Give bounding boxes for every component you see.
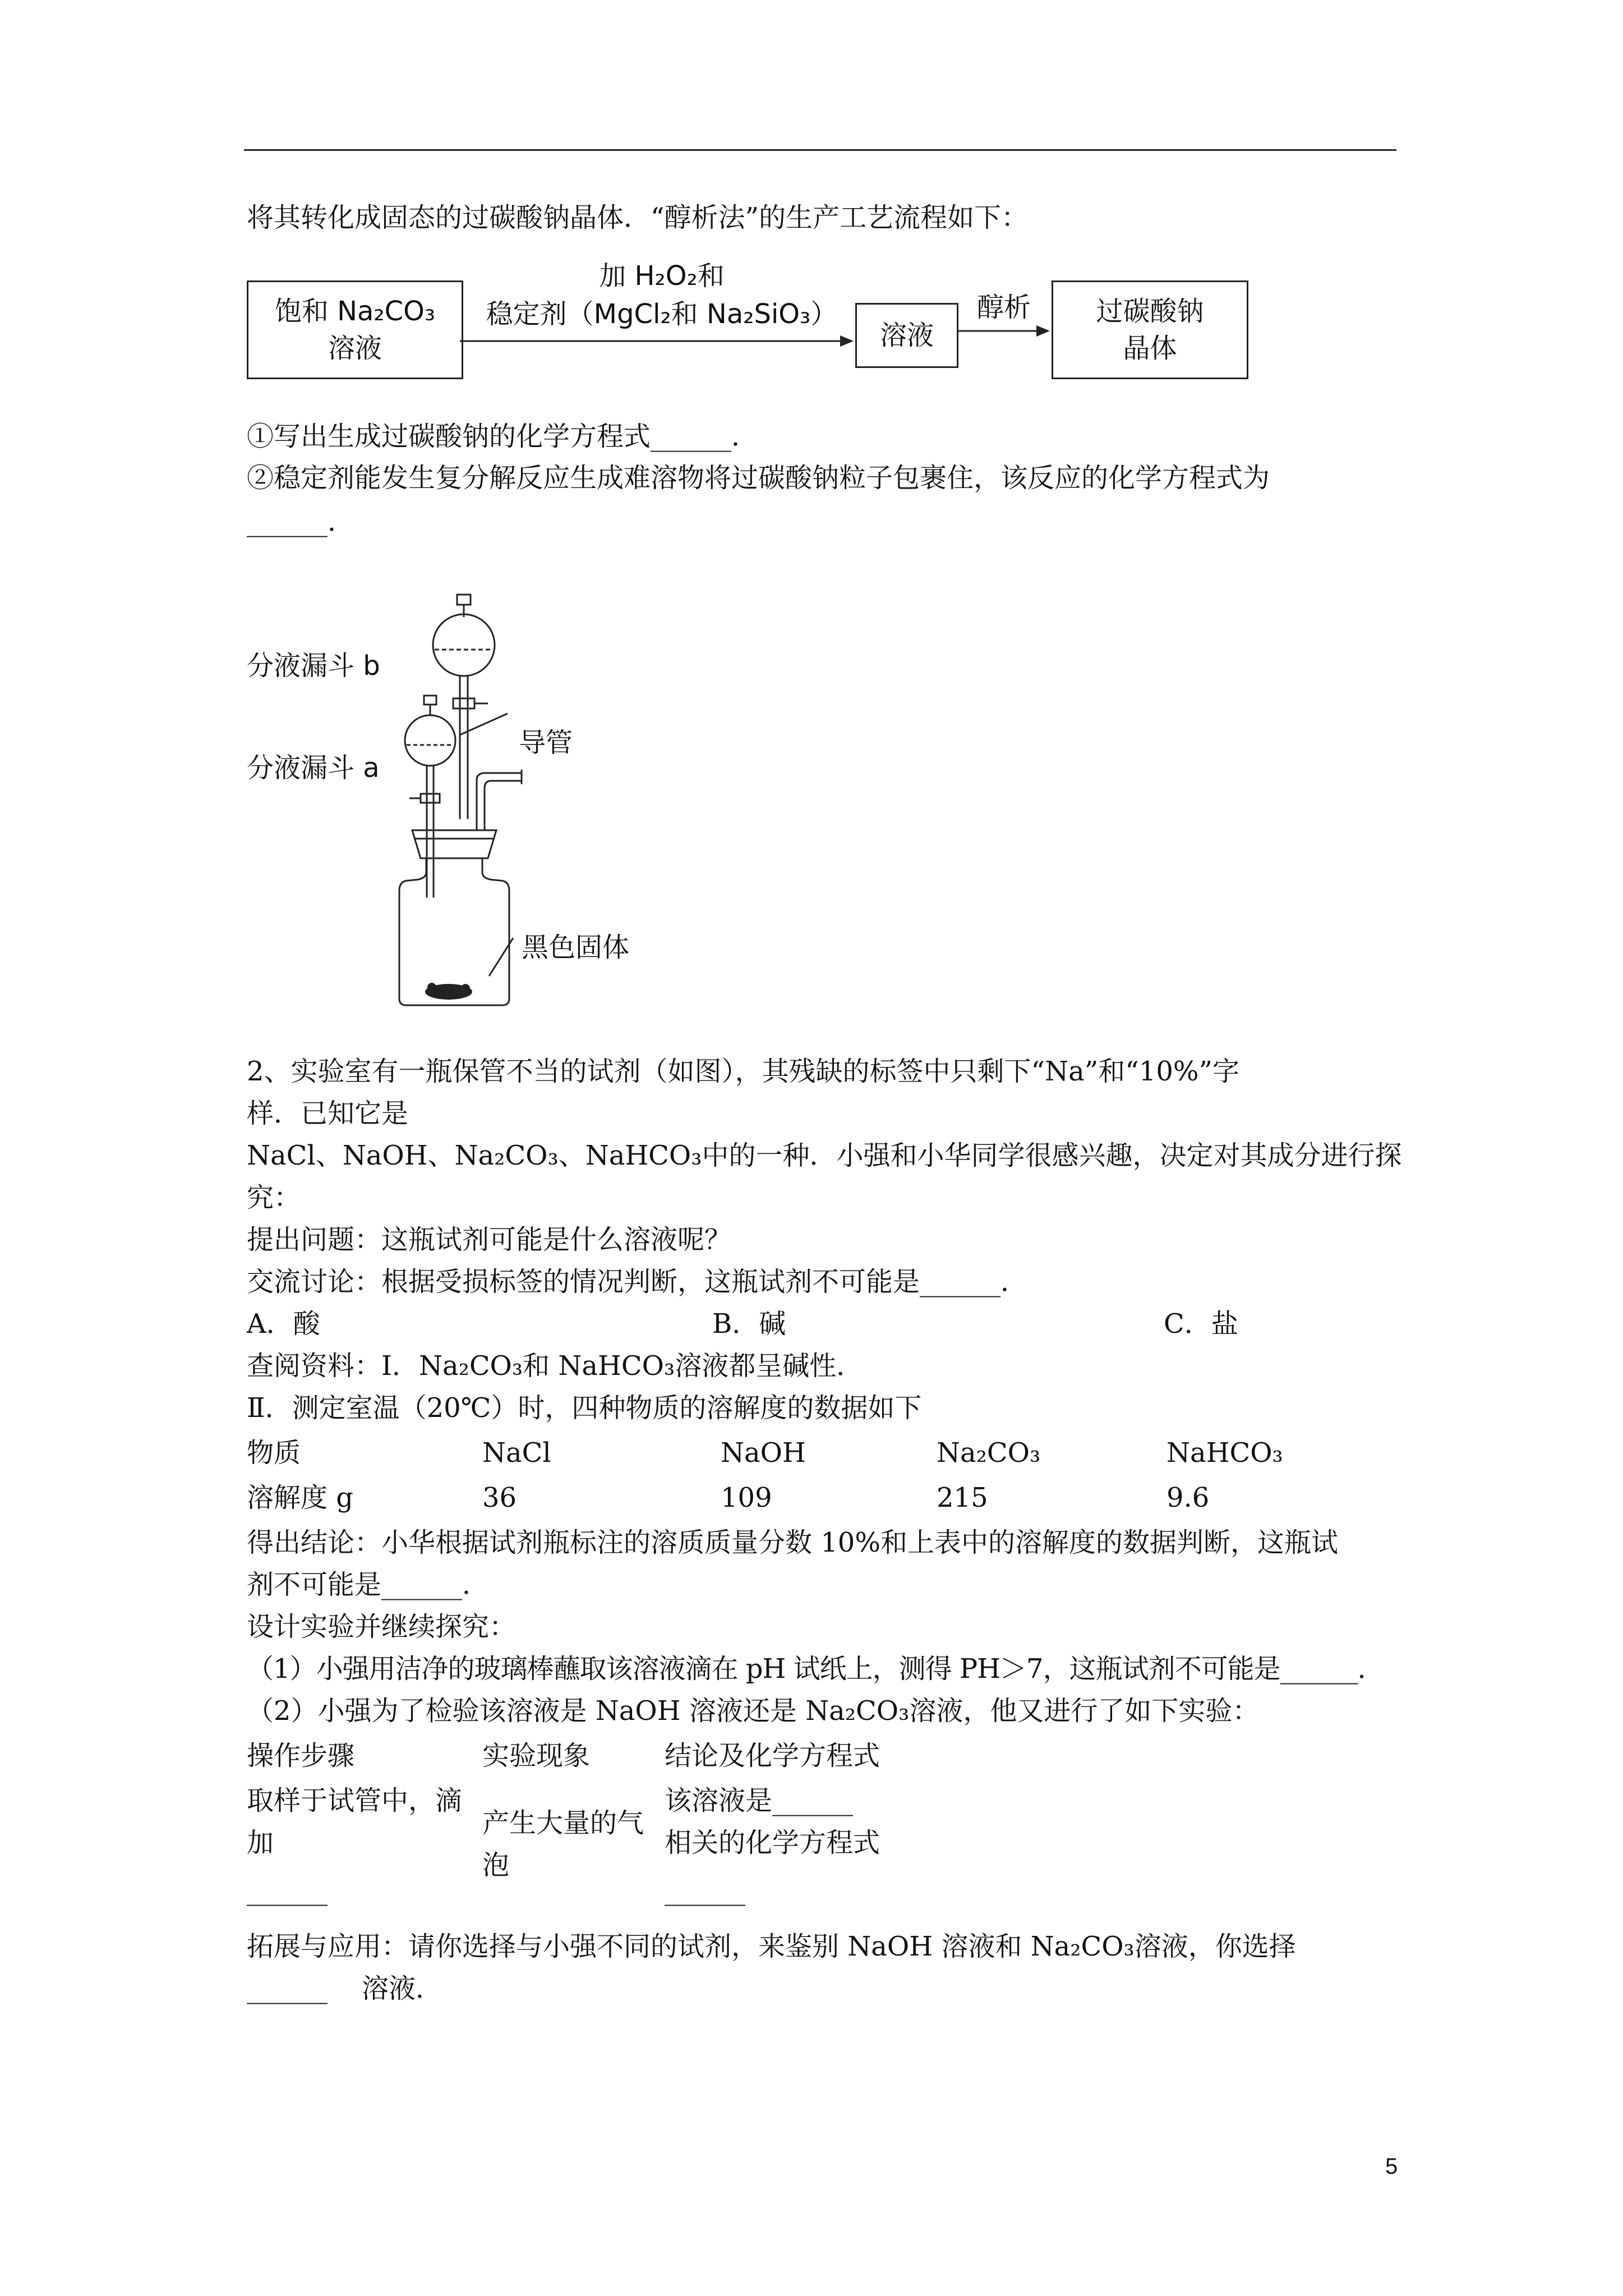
q2-line6: 交流讨论：根据受损标签的情况判断，这瓶试剂不可能是______． xyxy=(247,1266,1028,1297)
exp-conclusion-line1: 该溶液是______ xyxy=(665,1785,854,1816)
option-c: C．盐 xyxy=(1164,1308,1238,1340)
q1-item1: ①写出生成过碳酸钠的化学方程式______． xyxy=(247,421,759,452)
table-cell-nahco3: 9.6 xyxy=(1166,1482,1210,1513)
flow-box3-line1: 过碳酸钠 xyxy=(1096,296,1204,327)
exp-header-conclusion: 结论及化学方程式 xyxy=(665,1740,880,1772)
exp-step-line1: 取样于试管中，滴 xyxy=(247,1785,463,1816)
exp-phenomenon-line2: 泡 xyxy=(482,1849,510,1881)
q2-line3: NaCl、NaOH、Na₂CO₃、NaHCO₃中的一种．小强和小华同学很感兴趣，决定对其成分进行探 xyxy=(247,1140,1402,1171)
q2-line5: 提出问题：这瓶试剂可能是什么溶液呢？ xyxy=(247,1224,732,1255)
q1-item2-line2: ______． xyxy=(247,506,355,537)
label-tube: 导管 xyxy=(519,727,573,758)
table-cell-na2co3: 215 xyxy=(937,1482,988,1513)
q2-line8: 查阅资料：Ⅰ．Na₂CO₃和 NaHCO₃溶液都呈碱性． xyxy=(247,1350,864,1382)
table-header-naoh: NaOH xyxy=(721,1437,806,1469)
q2-line22: ______ 溶液． xyxy=(247,1973,443,2004)
label-funnel-b: 分液漏斗 b xyxy=(247,650,380,682)
flow-box-solution: 溶液 xyxy=(855,303,958,368)
exp-header-steps: 操作步骤 xyxy=(247,1740,355,1772)
exp-step-blank: ______ xyxy=(247,1875,328,1906)
q2-line2: 样．已知它是 xyxy=(247,1098,409,1129)
table-header-nahco3: NaHCO₃ xyxy=(1166,1437,1283,1469)
exp-conclusion-blank: ______ xyxy=(665,1875,745,1906)
flow-box1-line1: 饱和 Na₂CO₃ xyxy=(274,296,436,327)
table-header-substance: 物质 xyxy=(247,1437,301,1469)
q2-line4: 究： xyxy=(247,1182,301,1213)
flow-arrow1-label1: 加 H₂O₂和 xyxy=(599,260,725,292)
intro-text: 将其转化成固态的过碳酸钠晶体．“醇析法”的生产工艺流程如下： xyxy=(247,202,1029,233)
flow-arrow1-label2: 稳定剂（MgCl₂和 Na₂SiO₃） xyxy=(486,298,838,330)
exp-conclusion-line2: 相关的化学方程式 xyxy=(665,1827,880,1858)
exp-phenomenon-line1: 产生大量的气 xyxy=(482,1807,644,1839)
exp-header-phenomenon: 实验现象 xyxy=(482,1740,591,1772)
q2-line14: 设计实验并继续探究： xyxy=(247,1611,517,1642)
flow-arrow2-label: 醇析 xyxy=(976,292,1031,323)
table-header-nacl: NaCl xyxy=(482,1437,551,1469)
q2-line9: Ⅱ．测定室温（20℃）时，四种物质的溶解度的数据如下 xyxy=(247,1392,922,1424)
q2-line1: 2、实验室有一瓶保管不当的试剂（如图），其残缺的标签中只剩下“Na”和“10%”字 xyxy=(247,1056,1240,1087)
flow-box3-line2: 晶体 xyxy=(1123,333,1177,364)
q2-line16: （2）小强为了检验该溶液是 NaOH 溶液还是 Na₂CO₃溶液，他又进行了如下实验： xyxy=(247,1695,1260,1727)
q2-line12: 得出结论：小华根据试剂瓶标注的溶质质量分数 10%和上表中的溶解度的数据判断，这瓶试 xyxy=(247,1527,1338,1558)
flow-box1-line2: 溶液 xyxy=(328,333,382,364)
q2-line15: （1）小强用洁净的玻璃棒蘸取该溶液滴在 pH 试纸上，测得 PH＞7，这瓶试剂不可能是______． xyxy=(247,1653,1384,1685)
q1-item2-line1: ②稳定剂能发生复分解反应生成难溶物将过碳酸钠粒子包裹住，该反应的化学方程式为 xyxy=(247,462,1270,494)
label-funnel-a: 分液漏斗 a xyxy=(247,752,380,784)
table-cell-naoh: 109 xyxy=(721,1482,772,1513)
exp-step-line2: 加 xyxy=(247,1827,274,1858)
flow-arrows xyxy=(0,0,1623,449)
apparatus-drawing xyxy=(0,583,561,1032)
table-row-solubility-label: 溶解度 g xyxy=(247,1482,353,1513)
q2-line21: 拓展与应用：请你选择与小强不同的试剂，来鉴别 NaOH 溶液和 Na₂CO₃溶液，你选择 xyxy=(247,1931,1296,1962)
label-black-solid: 黑色固体 xyxy=(522,932,630,963)
option-a: A．酸 xyxy=(247,1308,320,1340)
page-number: 5 xyxy=(1385,2154,1398,2179)
option-b: B．碱 xyxy=(712,1308,786,1340)
table-cell-nacl: 36 xyxy=(482,1482,517,1513)
q2-line13: 剂不可能是______． xyxy=(247,1569,490,1600)
flow-box-crystal xyxy=(1052,280,1248,379)
table-header-na2co3: Na₂CO₃ xyxy=(937,1437,1041,1469)
